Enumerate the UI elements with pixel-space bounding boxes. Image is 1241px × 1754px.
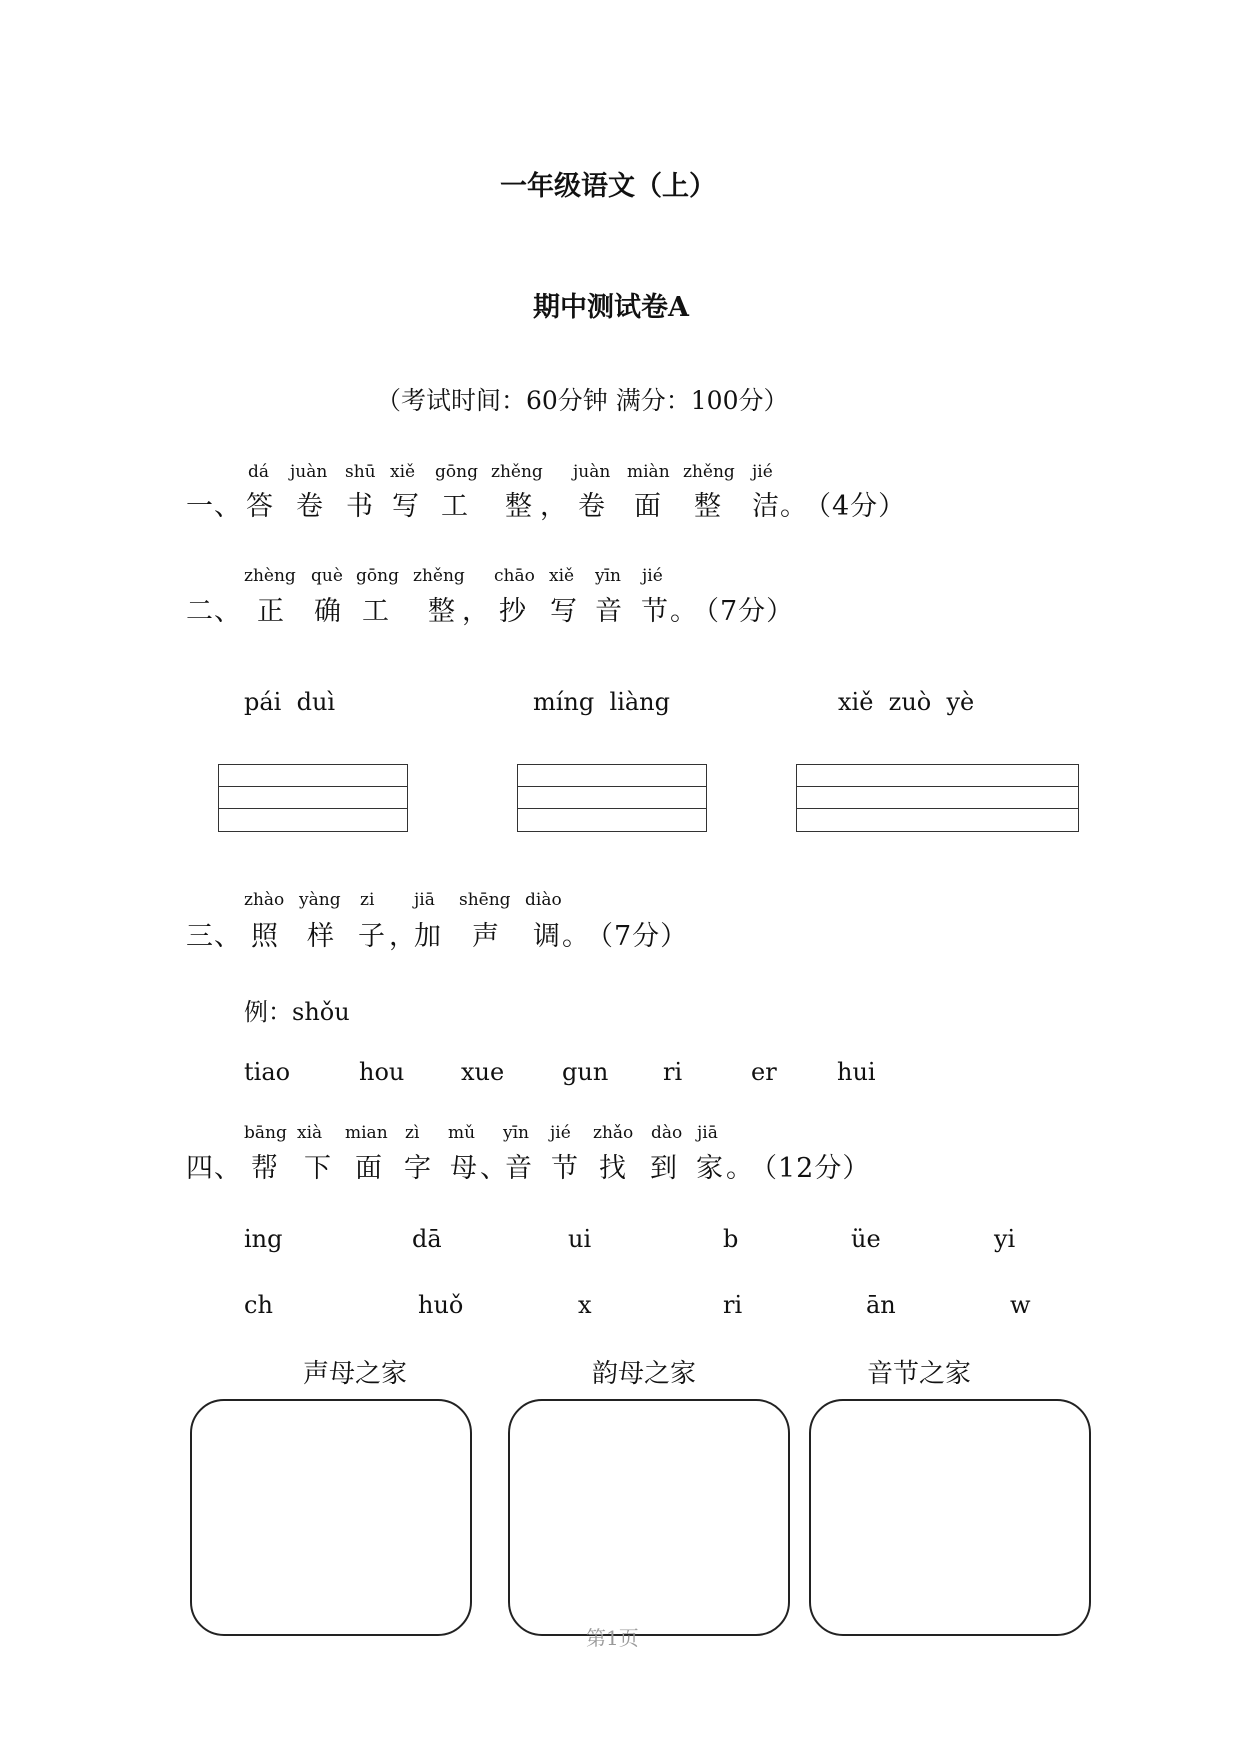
char: 写 [550,596,578,627]
pinyin: shēng [459,890,511,910]
pinyin: xià [297,1123,323,1143]
page-title: 一年级语文（上） [500,171,716,202]
house-label-syllables: 音节之家 [867,1359,972,1389]
pinyin: gōng [356,566,399,586]
pinyin: zhǎo [593,1123,634,1143]
pinyin-item: gun [562,1058,609,1086]
pinyin: zì [405,1123,420,1143]
char: 音 [505,1153,533,1184]
pinyin: zhèng [244,566,296,586]
sort-item[interactable]: ān [866,1291,896,1319]
pinyin: xiě [549,566,575,586]
pinyin: jiā [414,890,435,910]
pinyin: zhěng [491,462,543,482]
pinyin: yàng [299,890,341,910]
char: 加 [414,921,442,952]
pinyin-item: tiao [244,1058,291,1086]
sort-item[interactable]: huǒ [418,1291,464,1319]
char: 节 [641,596,669,627]
question-number: 二、 [186,596,242,627]
char: 确 [314,596,342,627]
pinyin-item: hui [837,1058,876,1086]
sort-item[interactable]: üe [851,1225,881,1253]
pinyin: jiā [697,1123,718,1143]
char: 样 [307,921,335,952]
char: 整 [505,491,533,522]
pinyin: mǔ [448,1123,476,1143]
pinyin: mian [345,1123,388,1143]
sort-item[interactable]: ui [568,1225,592,1253]
char: 子 [358,921,386,952]
char: 调 [533,921,561,952]
char: ， [389,921,417,952]
sort-item[interactable]: dā [412,1225,442,1253]
pinyin: jié [642,566,663,586]
char: 工 [441,491,469,522]
writing-lines[interactable] [517,764,707,832]
char: 到 [650,1153,678,1184]
house-label-initials: 声母之家 [303,1359,408,1389]
writing-lines[interactable] [218,764,408,832]
char: 写 [392,491,420,522]
sort-item[interactable]: yi [994,1225,1016,1253]
example: 例：shǒu [244,998,350,1026]
pinyin: zhěng [683,462,735,482]
house-box-initials[interactable] [190,1399,472,1636]
sort-item[interactable]: ri [723,1291,743,1319]
pinyin: juàn [290,462,328,482]
pinyin: bāng [244,1123,287,1143]
char: 、 [480,1153,508,1184]
pinyin-word: míng liàng [533,688,670,716]
pinyin-word: xiě zuò yè [838,688,975,716]
pinyin: juàn [573,462,611,482]
pinyin-item: ri [663,1058,683,1086]
char: 洁 [752,491,780,522]
pinyin: zi [360,890,375,910]
pinyin-item: hou [359,1058,405,1086]
pinyin: yīn [503,1123,529,1143]
char: 卷 [578,491,606,522]
char: 工 [362,596,390,627]
pinyin: dào [651,1123,683,1143]
question-number: 四、 [186,1153,242,1184]
char: 整 [694,491,722,522]
score: （12分） [750,1153,871,1184]
char: 家 [696,1153,724,1184]
score: （7分） [586,921,689,952]
question-number: 一、 [186,491,242,522]
char: 书 [346,491,374,522]
char: ， [462,596,490,627]
char: 面 [634,491,662,522]
sort-item[interactable]: ch [244,1291,273,1319]
char: 正 [257,596,285,627]
pinyin: yīn [595,566,621,586]
char: 母 [450,1153,478,1184]
page-subtitle: 期中测试卷A [533,292,689,323]
house-box-finals[interactable] [508,1399,790,1636]
pinyin: jié [752,462,773,482]
pinyin: dá [248,462,270,482]
pinyin: xiě [390,462,416,482]
pinyin: jié [550,1123,571,1143]
sort-item[interactable]: ing [244,1225,283,1253]
char: 。 [562,921,590,952]
char: 帮 [251,1153,279,1184]
char: 音 [595,596,623,627]
sort-item[interactable]: x [578,1291,592,1319]
char: 下 [304,1153,332,1184]
pinyin: miàn [627,462,670,482]
score: （7分） [692,596,795,627]
pinyin-item: er [751,1058,777,1086]
score: （4分） [804,491,907,522]
pinyin-item: xue [461,1058,505,1086]
char: 声 [472,921,500,952]
char: 字 [404,1153,432,1184]
char: 。 [726,1153,754,1184]
exam-info: （考试时间：60分钟 满分：100分） [376,386,789,415]
house-label-finals: 韵母之家 [592,1359,697,1389]
house-box-syllables[interactable] [809,1399,1091,1636]
char: 抄 [499,596,527,627]
char: 节 [551,1153,579,1184]
char: ， [540,491,568,522]
pinyin: chāo [494,566,535,586]
page-number: 第1页 [586,1626,639,1650]
pinyin: zhào [244,890,285,910]
pinyin: què [311,566,343,586]
char: 卷 [296,491,324,522]
question-number: 三、 [186,921,242,952]
char: 面 [355,1153,383,1184]
char: 。 [780,491,808,522]
pinyin: gōng [435,462,478,482]
char: 答 [246,491,274,522]
pinyin: diào [525,890,562,910]
sort-item[interactable]: b [723,1225,739,1253]
char: 整 [428,596,456,627]
char: 找 [599,1153,627,1184]
char: 。 [670,596,698,627]
writing-lines[interactable] [796,764,1079,832]
char: 照 [251,921,279,952]
sort-item[interactable]: w [1010,1291,1031,1319]
pinyin: zhěng [413,566,465,586]
pinyin-word: pái duì [244,688,336,716]
pinyin: shū [345,462,376,482]
